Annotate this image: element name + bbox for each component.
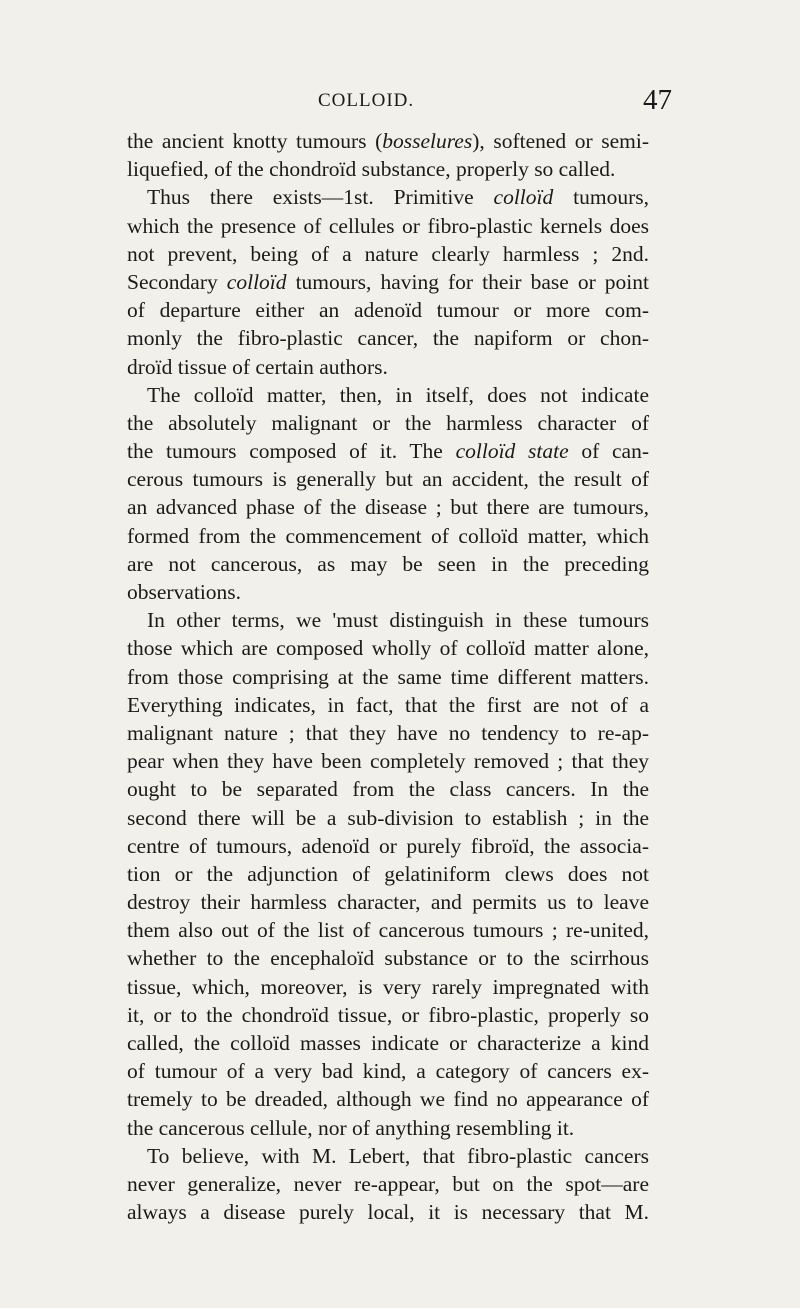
text-line: always a disease purely local, it is necessary that M. — [127, 1200, 649, 1225]
text-line: them also out of the list of cancerous tumours ; re-united, — [127, 918, 649, 943]
text-line: In other terms, we 'must distinguish in these tumours — [147, 608, 649, 633]
text-line: liquefied, of the chondroïd substance, properly so called. — [127, 157, 616, 182]
text-line: pear when they have been completely removed ; that they — [127, 749, 649, 774]
text-line: the absolutely malignant or the harmless character of — [127, 410, 649, 435]
text-line: the cancerous cellule, nor of anything resembling it. — [127, 1115, 575, 1140]
text-line: monly the fibro-plastic cancer, the napiform or chon- — [127, 326, 649, 351]
text-line: the tumours composed of it. The colloïd state of can- — [127, 439, 650, 464]
text-line: centre of tumours, adenoïd or purely fibroïd, the associa- — [127, 833, 649, 858]
text-line: To believe, with M. Lebert, that fibro-plastic cancers — [147, 1143, 649, 1168]
text-line: those which are composed wholly of colloïd matter alone, — [127, 636, 649, 661]
text-line: of tumour of a very bad kind, a category of cancers ex- — [127, 1059, 649, 1084]
page-number: 47 — [643, 84, 672, 116]
text-line: ought to be separated from the class cancers. In the — [127, 777, 649, 802]
text-line: of departure either an adenoïd tumour or more com- — [127, 298, 649, 323]
text-line: droïd tissue of certain authors. — [127, 354, 388, 379]
text-line: an advanced phase of the disease ; but there are tumours, — [127, 495, 649, 520]
text-line: Secondary colloïd tumours, having for their base or point — [127, 269, 649, 294]
running-head — [0, 84, 800, 118]
text-line: called, the colloïd masses indicate or characterize a kind — [127, 1031, 649, 1055]
text-line: from those comprising at the same time different matters. — [127, 664, 649, 689]
text-line: The colloïd matter, then, in itself, does not indicate — [147, 382, 649, 407]
text-line: Everything indicates, in fact, that the first are not of a — [127, 692, 649, 717]
text-line: second there will be a sub-division to establish ; in the — [127, 805, 649, 830]
text-line: observations. — [127, 580, 242, 604]
text-line: tremely to be dreaded, although we find no appearance of — [127, 1087, 649, 1112]
text-line: formed from the commencement of colloïd matter, which — [127, 523, 649, 548]
text-line: tion or the adjunction of gelatiniform clews does not — [127, 861, 649, 886]
text-line: the ancient knotty tumours (bosselures), softened or semi- — [127, 129, 649, 153]
text-line: it, or to the chondroïd tissue, or fibro-plastic, properly so — [127, 1002, 649, 1027]
text-line: tissue, which, moreover, is very rarely impregnated with — [127, 974, 649, 999]
text-line: not prevent, being of a nature clearly harmless ; 2nd. — [127, 241, 649, 266]
text-line: malignant nature ; that they have no tendency to re-ap- — [127, 720, 649, 745]
body-text — [127, 127, 649, 1226]
text-line: never generalize, never re-appear, but on the spot—are — [127, 1171, 649, 1196]
text-line: which the presence of cellules or fibro-plastic kernels does — [127, 213, 649, 238]
text-line: Thus there exists—1st. Primitive colloïd tumours, — [147, 185, 649, 210]
text-line: whether to the encephaloïd substance or to the scirrhous — [127, 946, 649, 971]
running-title: COLLOID. — [318, 90, 415, 111]
text-line: are not cancerous, as may be seen in the preceding — [127, 551, 649, 576]
text-line: cerous tumours is generally but an accident, the result of — [127, 467, 649, 492]
text-line: destroy their harmless character, and permits us to leave — [127, 890, 649, 915]
